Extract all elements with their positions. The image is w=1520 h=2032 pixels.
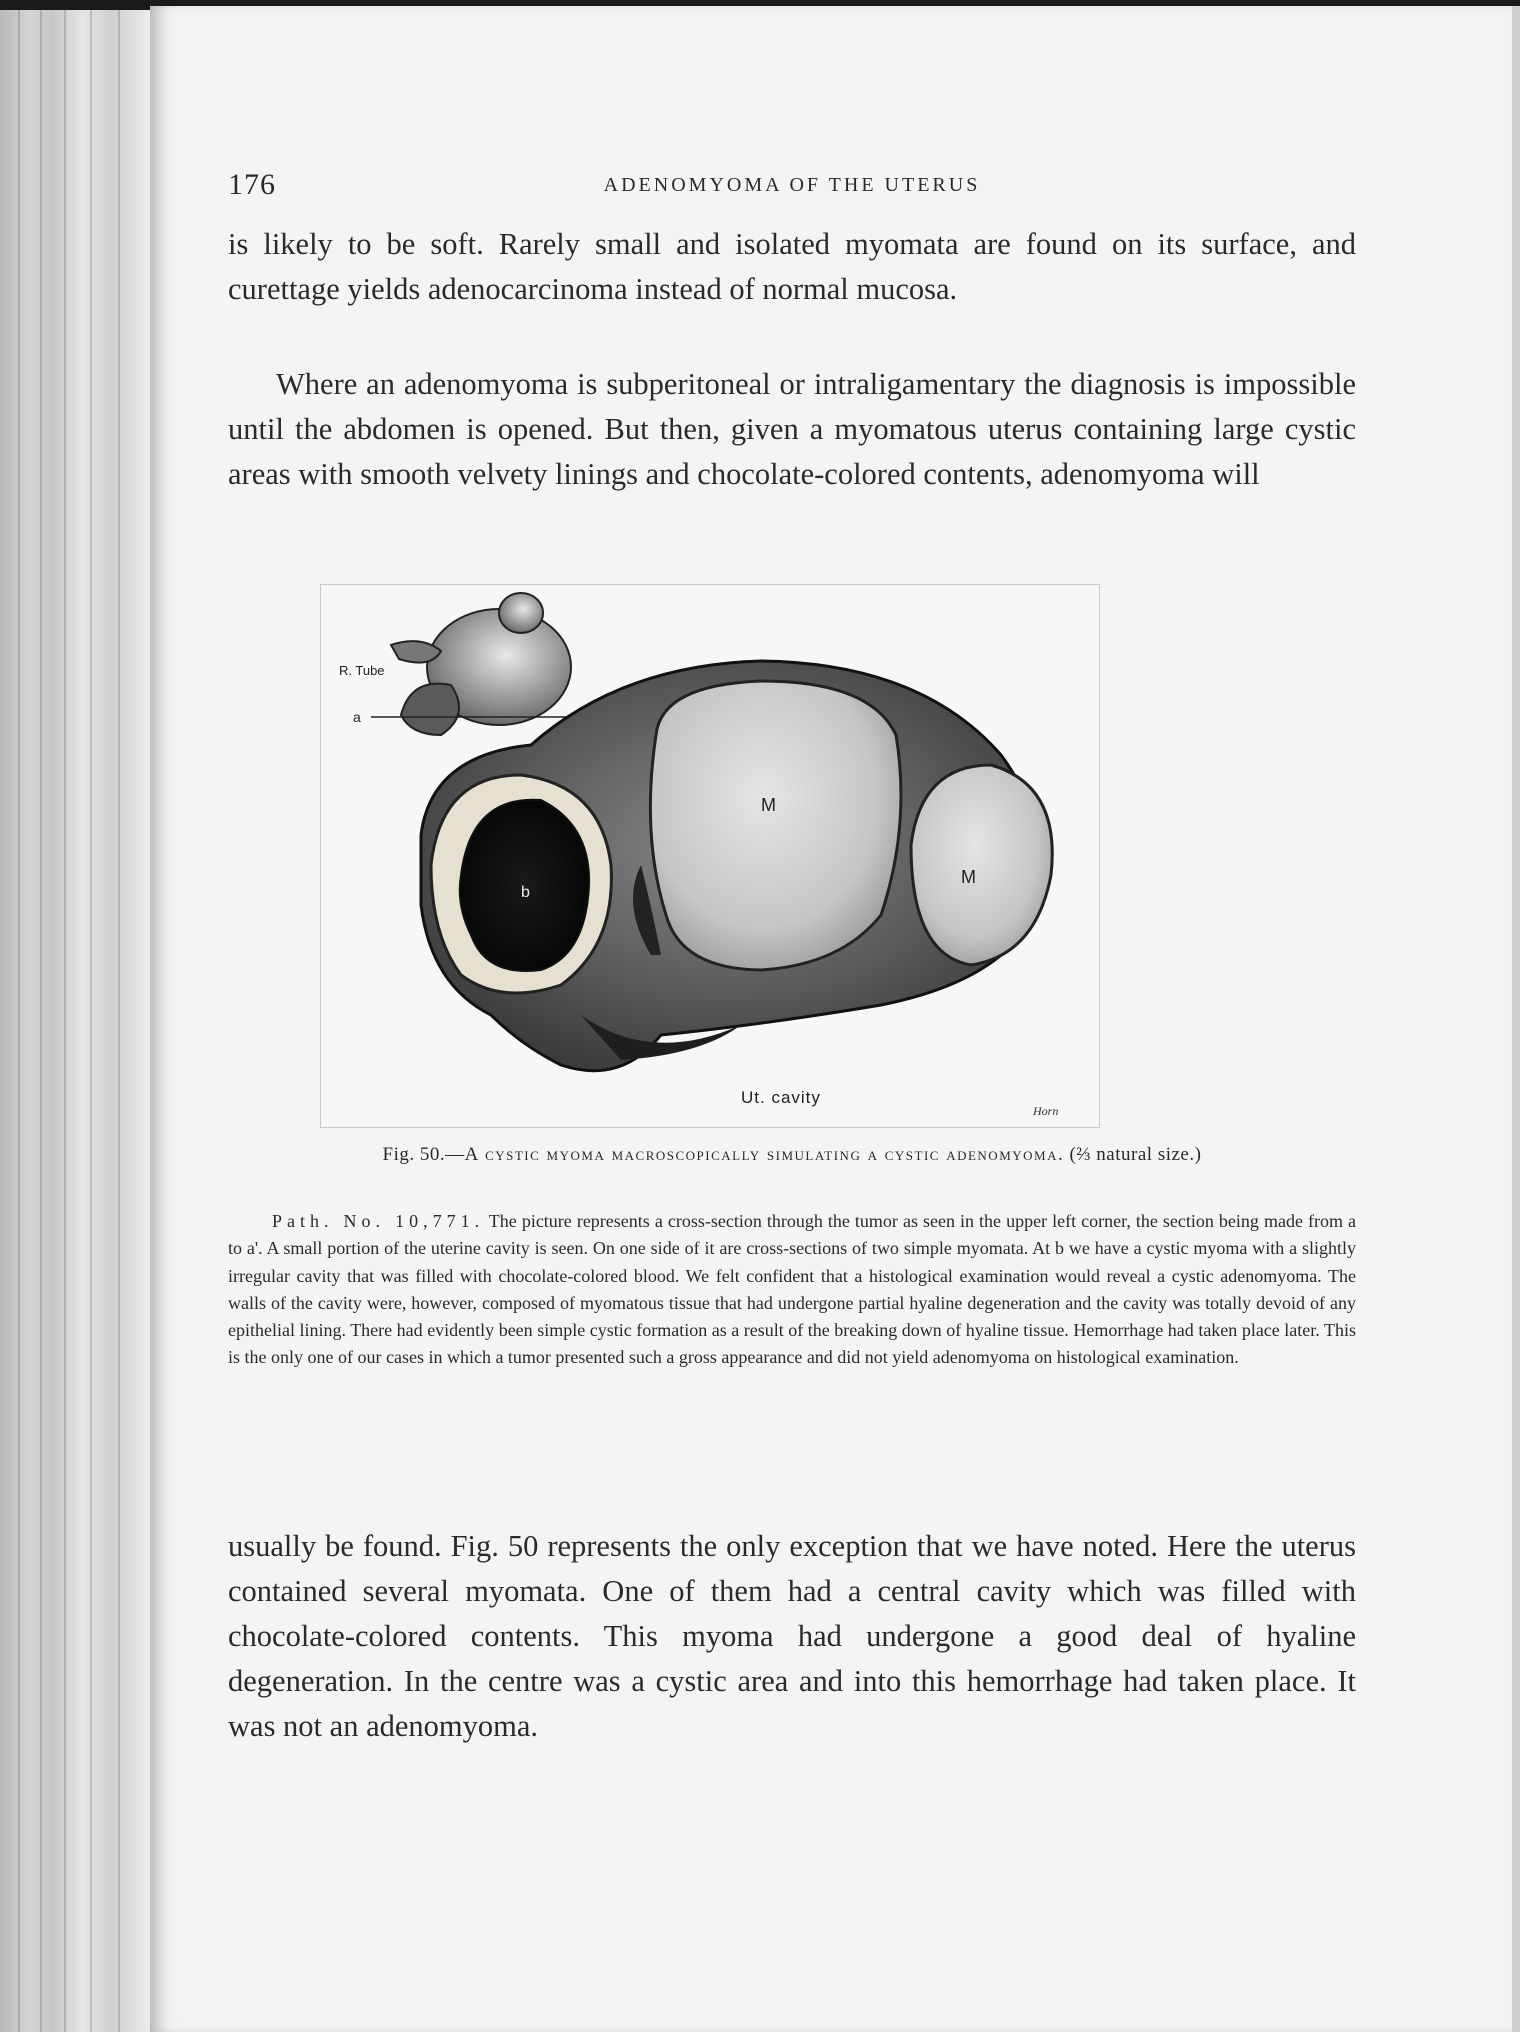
label-b: b bbox=[521, 884, 530, 901]
caption-label: Fig. 50. bbox=[382, 1144, 446, 1165]
artist-signature: Horn bbox=[1033, 1104, 1059, 1118]
label-m2: M bbox=[961, 867, 976, 887]
label-tube: R. Tube bbox=[339, 663, 385, 678]
caption-scale: (⅔ natural size.) bbox=[1069, 1144, 1202, 1165]
caption-body-text: The picture represents a cross-section through the tumor as seen in the upper left corner, the section being made from a to a'. A small portion of the uterine cavity is seen. On one side of it are cross-sections of two simple myomata. At b we have a cystic myoma with a slightly irregular cavity that was filled with chocolate-colored blood. We felt confident that a histological examination would reveal a cystic adenomyoma. The walls of the cavity were, however, composed of myomatous tissue that had undergone partial hyaline degeneration and the cavity was totally devoid of any epithelial lining. There had evidently been simple cystic formation as a result of the breaking down of hyaline tissue. Hemorrhage had taken place later. This is the only one of our cases in which a tumor presented such a gross appearance and did not yield adenomyoma on histological examination. bbox=[228, 1211, 1356, 1368]
book-page-edges bbox=[0, 10, 150, 2032]
small-specimen bbox=[371, 593, 571, 735]
figure-caption-title: Fig. 50.—A cystic myoma macroscopically simulating a cystic adenomyoma. (⅔ natural size.) bbox=[382, 1144, 1202, 1165]
figure-caption-body bbox=[228, 1208, 1356, 1372]
paragraph-1: is likely to be soft. Rarely small and isolated myomata are found on its surface, and curettage yields adenocarcinoma instead of normal mucosa. bbox=[228, 227, 1356, 306]
page-header bbox=[228, 168, 1356, 208]
caption-path-number: Path. No. 10,771. bbox=[272, 1211, 485, 1231]
page-right-edge bbox=[1512, 6, 1520, 2032]
label-uterine-cavity: Ut. cavity bbox=[741, 1088, 821, 1107]
paragraph-3: usually be found. Fig. 50 represents the only exception that we have noted. Here the uterus contained several myomata. One of them had a central cavity which was filled with chocolate-colored contents. This myoma had undergone a good deal of hyaline degeneration. In the centre was a cystic area and into this hemorrhage had taken place. It was not an adenomyoma. bbox=[228, 1529, 1356, 1743]
paragraph-2: Where an adenomyoma is subperitoneal or intraligamentary the diagnosis is impossible until the abdomen is opened. But then, given a myomatous uterus containing large cystic areas with smooth velvety linings and chocolate-colored contents, adenomyoma will bbox=[228, 367, 1356, 491]
caption-title-text: A cystic myoma macroscopically simulating a cystic adenomyoma. bbox=[464, 1144, 1065, 1165]
label-a: a bbox=[353, 709, 361, 725]
running-head: ADENOMYOMA OF THE UTERUS bbox=[603, 174, 981, 196]
figure-50-illustration bbox=[320, 584, 1100, 1128]
label-m1: M bbox=[761, 795, 776, 815]
page-number: 176 bbox=[228, 168, 276, 201]
